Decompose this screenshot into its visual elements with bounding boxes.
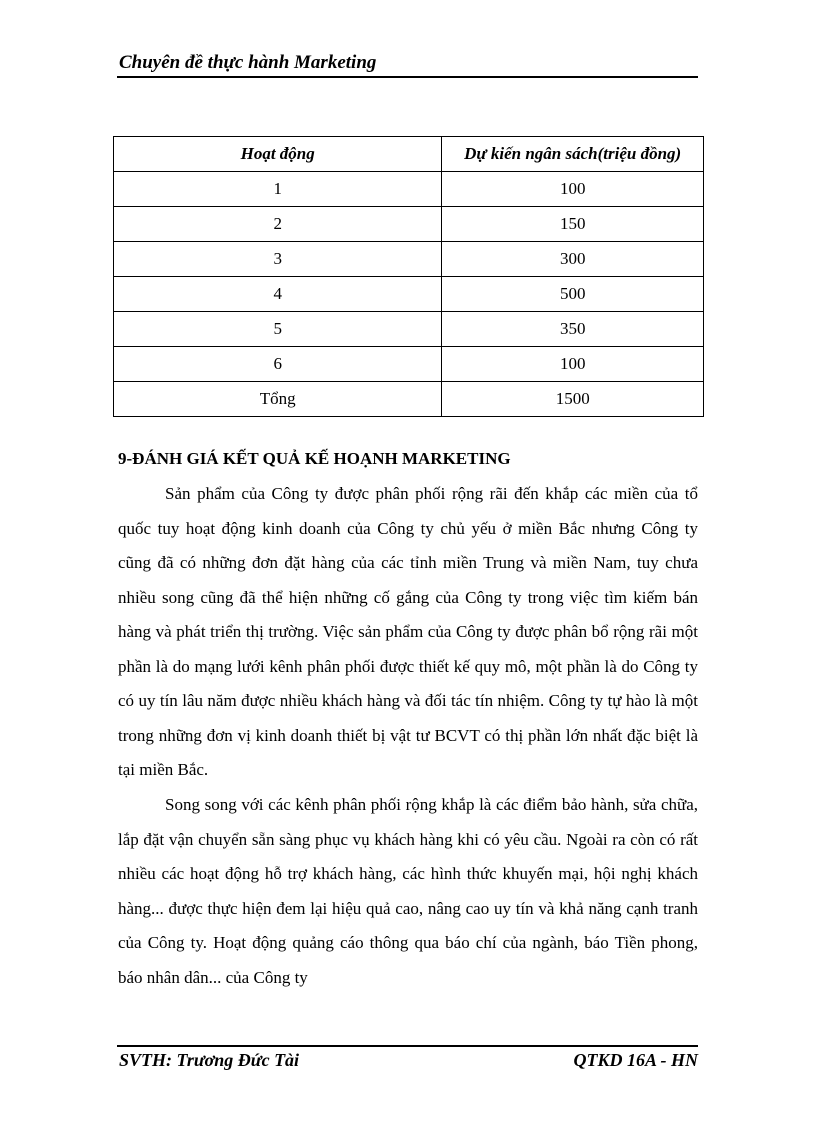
budget-table xyxy=(113,136,704,417)
activity-cell: 5 xyxy=(114,312,442,347)
budget-cell: 150 xyxy=(442,207,704,242)
table-header-row xyxy=(114,137,704,172)
column-header-activity: Hoạt động xyxy=(114,137,442,172)
table-row xyxy=(114,242,704,277)
footer-class: QTKD 16A - HN xyxy=(573,1050,698,1070)
footer-author: SVTH: Trương Đức Tài xyxy=(119,1050,300,1070)
header-rule xyxy=(117,76,698,78)
body-paragraph: Song song với các kênh phân phối rộng khắp là các điểm bảo hành, sửa chữa, lắp đặt vận chuyển sẵn sàng phục vụ khách hàng khi có yêu cầu. Ngoài ra còn có rất nhiều các hoạt động hỗ trợ khách hàng, các hình thức khuyến mại, hội nghị khách hàng... được thực hiện đem lại hiệu quả cao, nâng cao uy tín và khả năng cạnh tranh của Công ty. Hoạt động quảng cáo thông qua báo chí của ngành, báo Tiền phong, báo nhân dân... của Công ty xyxy=(118,795,698,987)
table-row xyxy=(114,277,704,312)
activity-cell: 6 xyxy=(114,347,442,382)
budget-cell: 100 xyxy=(442,347,704,382)
column-header-budget: Dự kiến ngân sách(triệu đồng) xyxy=(442,137,704,172)
activity-cell: 4 xyxy=(114,277,442,312)
budget-cell: 100 xyxy=(442,172,704,207)
budget-cell: 350 xyxy=(442,312,704,347)
budget-cell: 500 xyxy=(442,277,704,312)
activity-cell: 2 xyxy=(114,207,442,242)
activity-cell: 3 xyxy=(114,242,442,277)
table-row xyxy=(114,347,704,382)
total-value-cell: 1500 xyxy=(442,382,704,417)
total-label-cell: Tổng xyxy=(114,382,442,417)
section-heading: 9-ĐÁNH GIÁ KẾT QUẢ KẾ HOẠNH MARKETING xyxy=(118,449,511,468)
table-row xyxy=(114,172,704,207)
table-row xyxy=(114,312,704,347)
body-paragraph: Sản phẩm của Công ty được phân phối rộng rãi đến khắp các miền của tổ quốc tuy hoạt động kinh doanh của Công ty chủ yếu ở miền Bắc nhưng Công ty cũng đã có những đơn đặt hàng của các tỉnh miền Trung và miền Nam, tuy chưa nhiều song cũng đã thể hiện những cố gắng của Công ty trong việc tìm kiếm bán hàng và phát triển thị trường. Việc sản phẩm của Công ty được phân bổ rộng rãi một phần là do mạng lưới kênh phân phối được thiết kế quy mô, một phần là do Công ty có uy tín lâu năm được nhiều khách hàng và đối tác tín nhiệm. Công ty tự hào là một trong những đơn vị kinh doanh thiết bị vật tư BCVT có thị phần lớn nhất đặc biệt là tại miền Bắc. xyxy=(118,484,698,779)
table-total-row xyxy=(114,382,704,417)
table-row xyxy=(114,207,704,242)
footer-rule xyxy=(117,1045,698,1047)
header-title: Chuyên đề thực hành Marketing xyxy=(119,52,377,73)
activity-cell: 1 xyxy=(114,172,442,207)
budget-cell: 300 xyxy=(442,242,704,277)
